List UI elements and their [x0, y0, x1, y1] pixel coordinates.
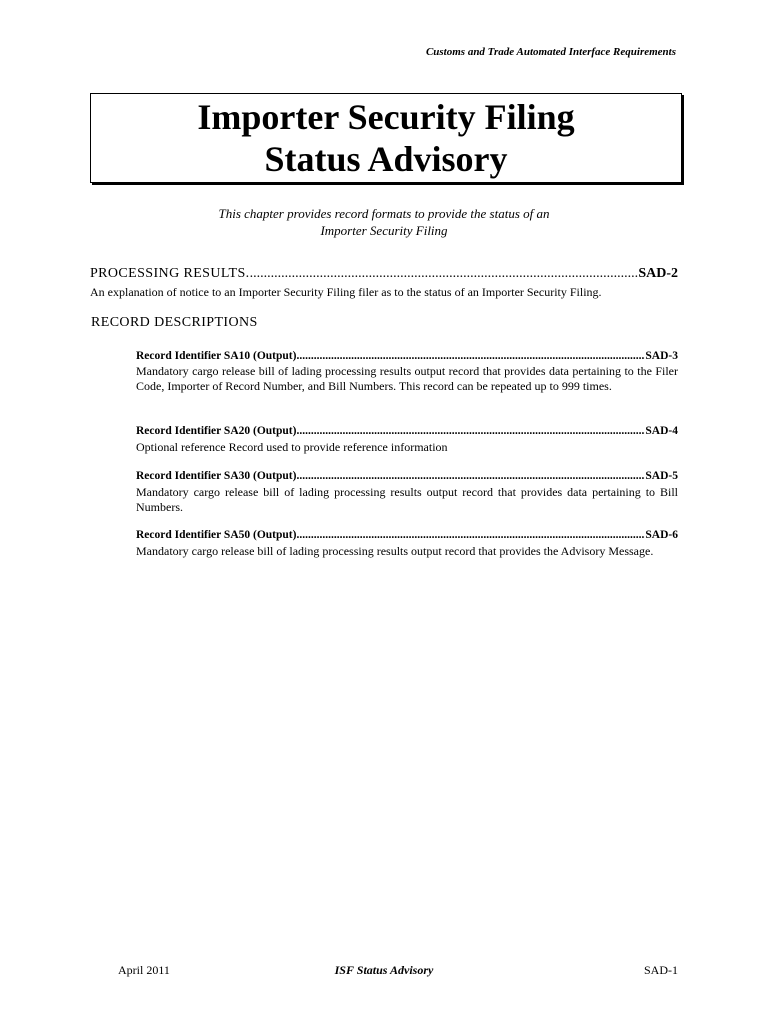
- title-box: [90, 93, 682, 183]
- toc-description: Mandatory cargo release bill of lading processing results output record that provides data pertaining to the Filer Code, Importer of Record Number, and Bill Numbers. This record can be repeated up to 999 times.: [136, 364, 678, 393]
- leader-dots: [296, 470, 645, 482]
- toc-entry-sa30[interactable]: [136, 470, 678, 482]
- toc-page-number: SAD-4: [645, 425, 678, 437]
- toc-label: Record Identifier SA50 (Output): [136, 529, 297, 541]
- footer-title: ISF Status Advisory: [334, 963, 434, 977]
- toc-page-number: SAD-3: [645, 350, 678, 362]
- toc-entry-sa50[interactable]: [136, 529, 678, 541]
- toc-entry-processing-results[interactable]: [90, 266, 678, 282]
- running-header: Customs and Trade Automated Interface Requirements: [425, 46, 676, 58]
- footer-date: April 2011: [118, 963, 170, 977]
- toc-label: Record Identifier SA20 (Output): [136, 425, 297, 437]
- toc-description: Mandatory cargo release bill of lading processing results output record that provides the Advisory Message.: [136, 544, 654, 558]
- intro-line-2: Importer Security Filing: [320, 223, 448, 238]
- page-title-line-2: Status Advisory: [264, 139, 508, 179]
- toc-description: Optional reference Record used to provide reference information: [136, 440, 448, 454]
- footer-page-number: SAD-1: [643, 963, 678, 977]
- section-heading-record-descriptions: RECORD DESCRIPTIONS: [91, 315, 258, 330]
- leader-dots: [250, 266, 639, 282]
- toc-page-number: SAD-2: [638, 266, 678, 281]
- leader-dots: [296, 425, 645, 437]
- leader-dots: [296, 350, 645, 362]
- toc-description: An explanation of notice to an Importer Security Filing filer as to the status of an Importer Security Filing.: [90, 285, 602, 299]
- toc-description: Mandatory cargo release bill of lading processing results output record that provides data pertaining to Bill Numbers.: [136, 485, 678, 514]
- toc-entry-sa20[interactable]: [136, 425, 678, 437]
- toc-page-number: SAD-5: [645, 470, 678, 482]
- leader-dots: [296, 529, 645, 541]
- intro-line-1: This chapter provides record formats to provide the status of an: [218, 206, 550, 221]
- toc-label: Record Identifier SA10 (Output): [136, 350, 297, 362]
- toc-label: Record Identifier SA30 (Output): [136, 470, 297, 482]
- toc-entry-sa10[interactable]: [136, 350, 678, 362]
- toc-label: PROCESSING RESULTS.: [90, 266, 250, 281]
- toc-page-number: SAD-6: [645, 529, 678, 541]
- page-title-line-1: Importer Security Filing: [197, 97, 575, 137]
- chapter-intro: [0, 205, 768, 239]
